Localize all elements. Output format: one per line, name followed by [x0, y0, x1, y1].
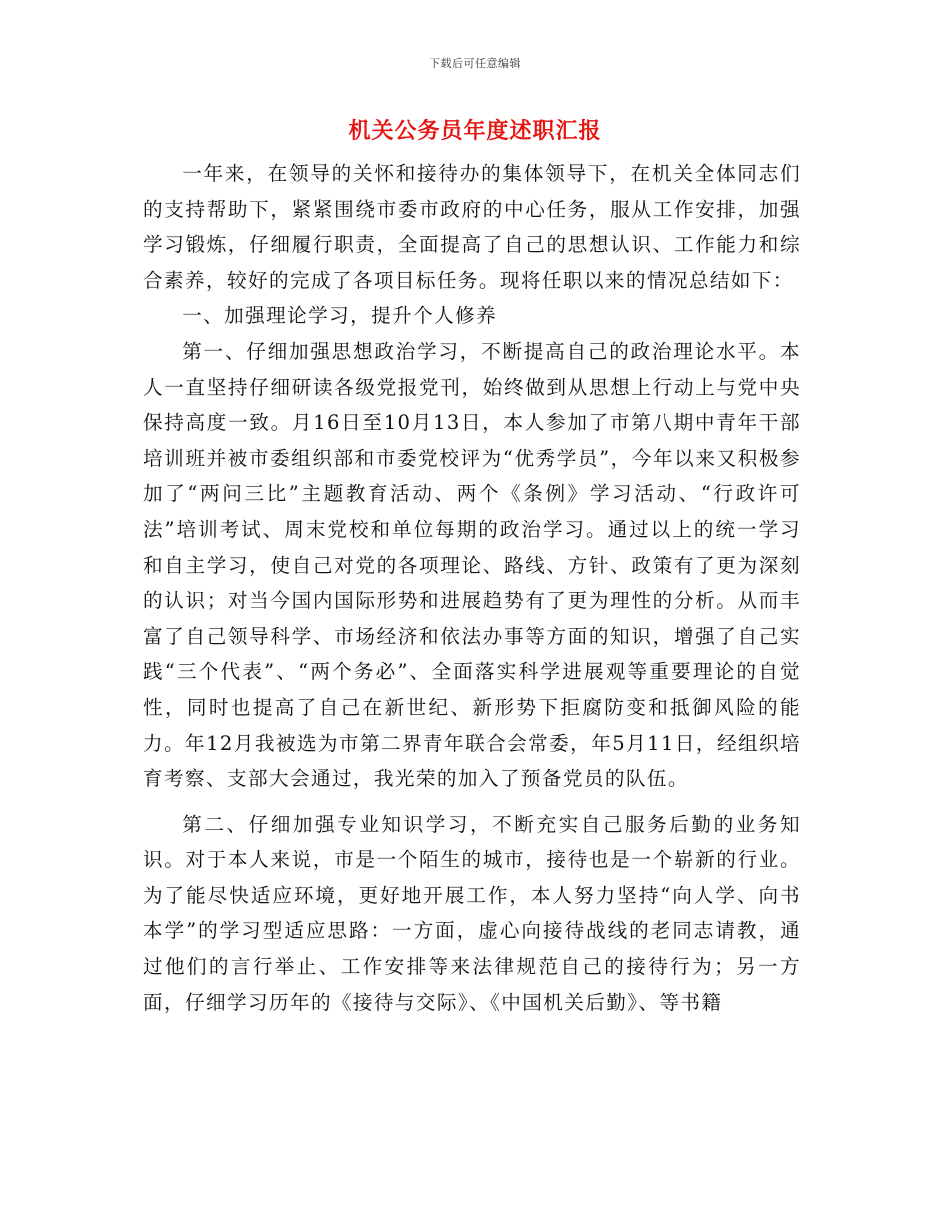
document-body: [143, 156, 801, 1020]
document-title: 机关公务员年度述职汇报: [348, 118, 602, 144]
paragraph-professional-study: 第二、仔细加强专业知识学习，不断充实自己服务后勤的业务知识。对于本人来说，市是一个陌生的城市，接待也是一个崭新的行业。为了能尽快适应环境，更好地开展工作，本人努力坚持“向人学、向书本学”的学习型适应思路：一方面，虚心向接待战线的老同志请教，通过他们的言行举止、工作安排等来法律规范自己的接待行为；另一方面，仔细学习历年的《接待与交际》、《中国机关后勤》、等书籍: [143, 812, 801, 1014]
section-heading-1: 一、加强理论学习，提升个人修养: [182, 304, 498, 328]
header-note: 下载后可任意编辑: [429, 57, 521, 70]
paragraph-intro: 一年来，在领导的关怀和接待办的集体领导下，在机关全体同志们的支持帮助下，紧紧围绕市委市政府的中心任务，服从工作安排，加强学习锻炼，仔细履行职责，全面提高了自己的思想认识、工作能力和综合素养，较好的完成了各项目标任务。现将任职以来的情况总结如下：: [143, 162, 801, 292]
paragraph-political-study: 第一、仔细加强思想政治学习，不断提高自己的政治理论水平。本人一直坚持仔细研读各级党报党刊，始终做到从思想上行动上与党中央保持高度一致。月16日至10月13日，本人参加了市第八期中青年干部培训班并被市委组织部和市委党校评为“优秀学员”，今年以来又积极参加了“两问三比”主题教育活动、两个《条例》学习活动、“行政许可法”培训考试、周末党校和单位每期的政治学习。通过以上的统一学习和自主学习，使自己对党的各项理论、路线、方针、政策有了更为深刻的认识；对当今国内国际形势和进展趋势有了更为理性的分析。从而丰富了自己领导科学、市场经济和依法办事等方面的知识，增强了自己实践“三个代表”、“两个务必”、全面落实科学进展观等重要理论的自觉性，同时也提高了自己在新世纪、新形势下拒腐防变和抵御风险的能力。年12月我被选为市第二界青年联合会常委，年5月11日，经组织培育考察、支部大会通过，我光荣的加入了预备党员的队伍。: [143, 339, 801, 791]
